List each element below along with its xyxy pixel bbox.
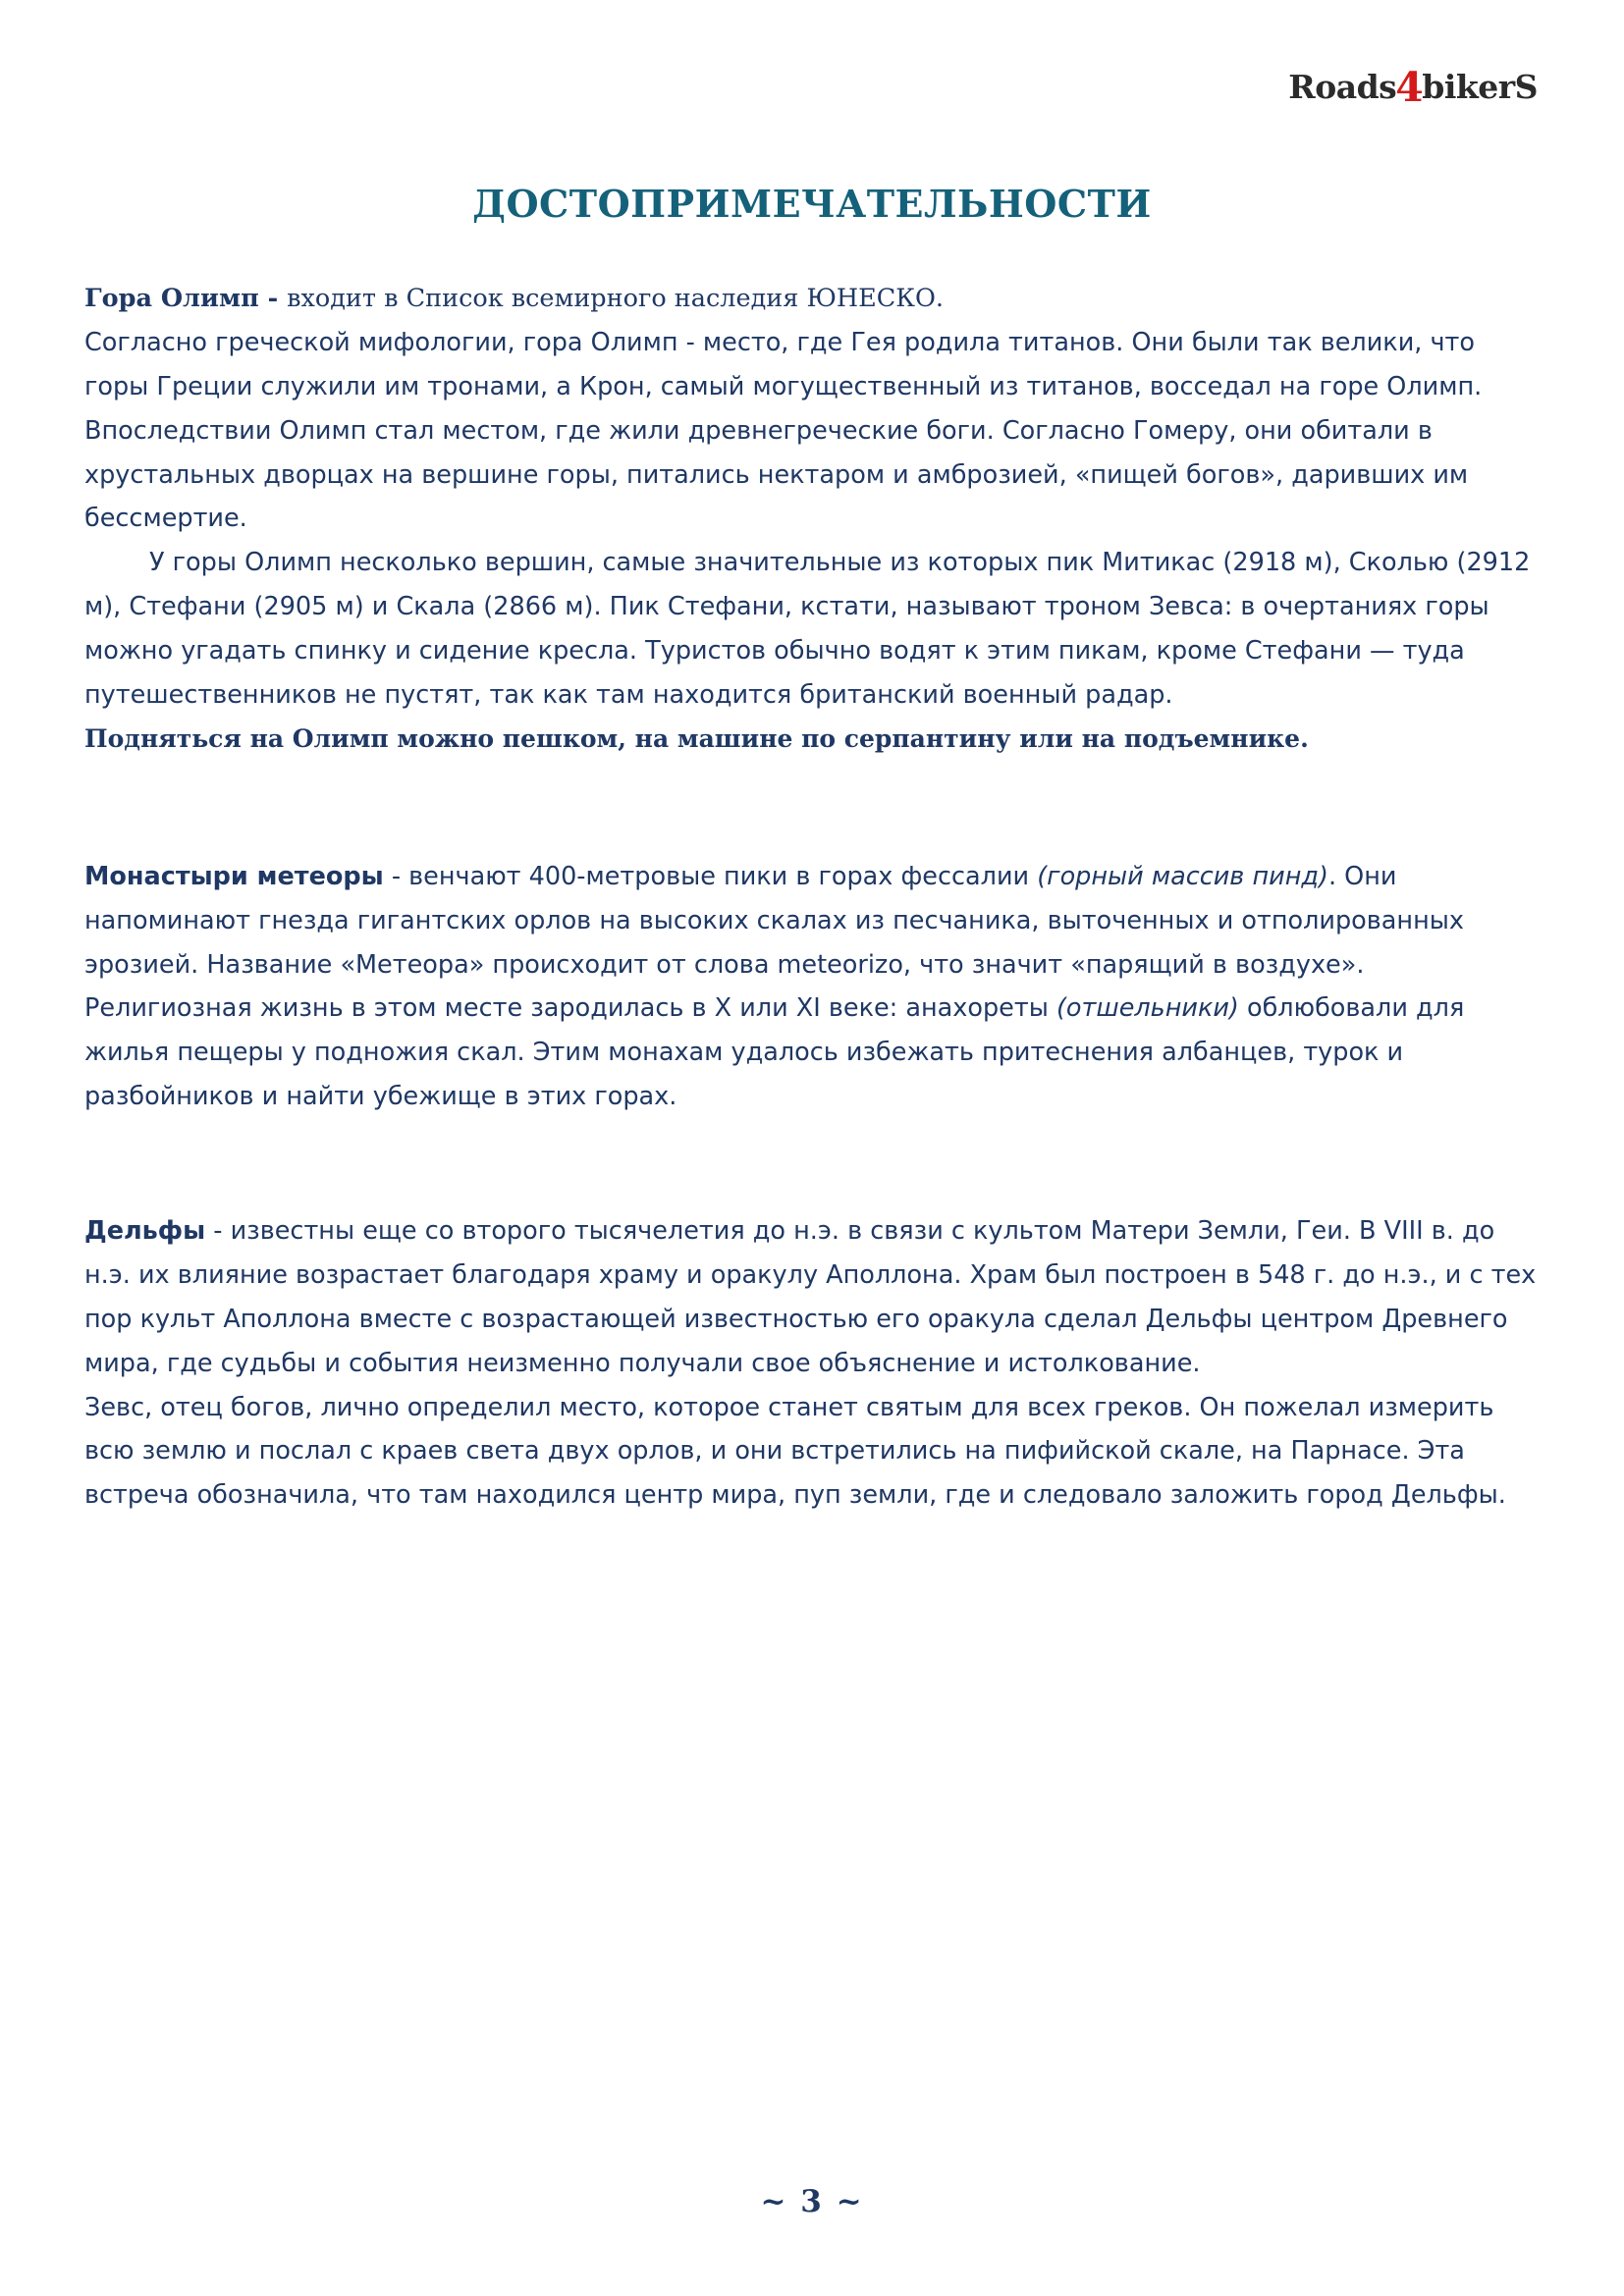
section-olympus bbox=[84, 277, 1540, 761]
logo-right-text: bikerS bbox=[1422, 68, 1538, 106]
section-meteora-text-a: - венчают 400-метровые пики в горах фессалии bbox=[383, 861, 1038, 891]
section-delphi bbox=[84, 1209, 1540, 1518]
section-meteora-text-b: . Они напоминают гнезда гигантских орлов на высоких скалах из песчаника, выточенных и отполированных эрозией. Название «Метеора» происходит от слова meteorizo, что значит «парящий в воздухе». Религиозная жизнь в этом месте зародилась в X или XI веке: анахореты bbox=[84, 861, 1464, 1024]
section-delphi-paragraph-1 bbox=[84, 1209, 1540, 1386]
document-body bbox=[79, 277, 1545, 1518]
section-meteora-text-c: облюбовали для жилья пещеры у подножия скал. Этим монахам удалось избежать притеснения албанцев, турок и разбойников и найти убежище в этих горах. bbox=[84, 993, 1465, 1112]
section-delphi-paragraph-2: Зевс, отец богов, лично определил место, которое станет святым для всех греков. Он пожелал измерить всю землю и послал с краев света двух орлов, и они встретились на пифийской скале, на Парнасе. Эта встреча обозначила, что там находился центр мира, пуп земли, где и следовало заложить город Дельфы. bbox=[84, 1392, 1506, 1511]
page-number: ~ 3 ~ bbox=[760, 2184, 864, 2219]
section-meteora-italic-b: (отшельники) bbox=[1056, 993, 1239, 1024]
section-meteora-italic-a: (горный массив пинд) bbox=[1037, 861, 1328, 891]
section-spacer-2 bbox=[84, 1119, 1540, 1209]
section-olympus-paragraph-1: Согласно греческой мифологии, гора Олимп - место, где Гея родила титанов. Они были так велики, что горы Греции служили им тронами, а Крон, самый могущественный из титанов, восседал на горе Олимп. Впоследствии Олимп стал местом, где жили древнегреческие боги. Согласно Гомеру, они обитали в хрустальных дворцах на вершине горы, питались нектаром и амброзией, «пищей богов», даривших им бессмертие. bbox=[84, 327, 1483, 534]
section-olympus-intro bbox=[84, 277, 1540, 321]
section-spacer-1 bbox=[84, 761, 1540, 855]
logo-left-text: Roads bbox=[1288, 68, 1397, 106]
section-olympus-paragraph-3: Подняться на Олимп можно пешком, на машине по серпантину или на подъемнике. bbox=[84, 723, 1309, 753]
section-meteora bbox=[84, 855, 1540, 1119]
section-delphi-heading: Дельфы bbox=[84, 1216, 206, 1246]
section-delphi-text-a: - известны еще со второго тысячелетия до н.э. в связи с культом Матери Земли, Геи. В VIII в. до н.э. их влияние возрастает благодаря храму и оракулу Аполлона. Храм был построен в 548 г. до н.э., и с тех пор культ Аполлона вместе с возрастающей известностью его оракула сделал Дельфы центром Древнего мира, где судьбы и события неизменно получали свое объяснение и истолкование. bbox=[84, 1216, 1537, 1378]
logo-accent-number: 4 bbox=[1395, 64, 1424, 111]
section-olympus-heading: Гора Олимп - bbox=[84, 284, 288, 313]
page-title: ДОСТОПРИМЕЧАТЕЛЬНОСТИ bbox=[472, 182, 1152, 226]
section-meteora-heading: Монастыри метеоры bbox=[84, 861, 384, 891]
brand-logo bbox=[1288, 61, 1538, 111]
section-olympus-paragraph-2: У горы Олимп несколько вершин, самые значительные из которых пик Митикас (2918 м), Сколью (2912 м), Стефани (2905 м) и Скала (2866 м). Пик Стефани, кстати, называют троном Зевса: в очертаниях горы можно угадать спинку и сидение кресла. Туристов обычно водят к этим пикам, кроме Стефани — туда путешественников не пустят, так как там находится британский военный радар. bbox=[84, 548, 1531, 710]
section-olympus-heading-tail: входит в Список всемирного наследия ЮНЕСКО. bbox=[287, 284, 944, 313]
section-meteora-text bbox=[84, 855, 1540, 1119]
